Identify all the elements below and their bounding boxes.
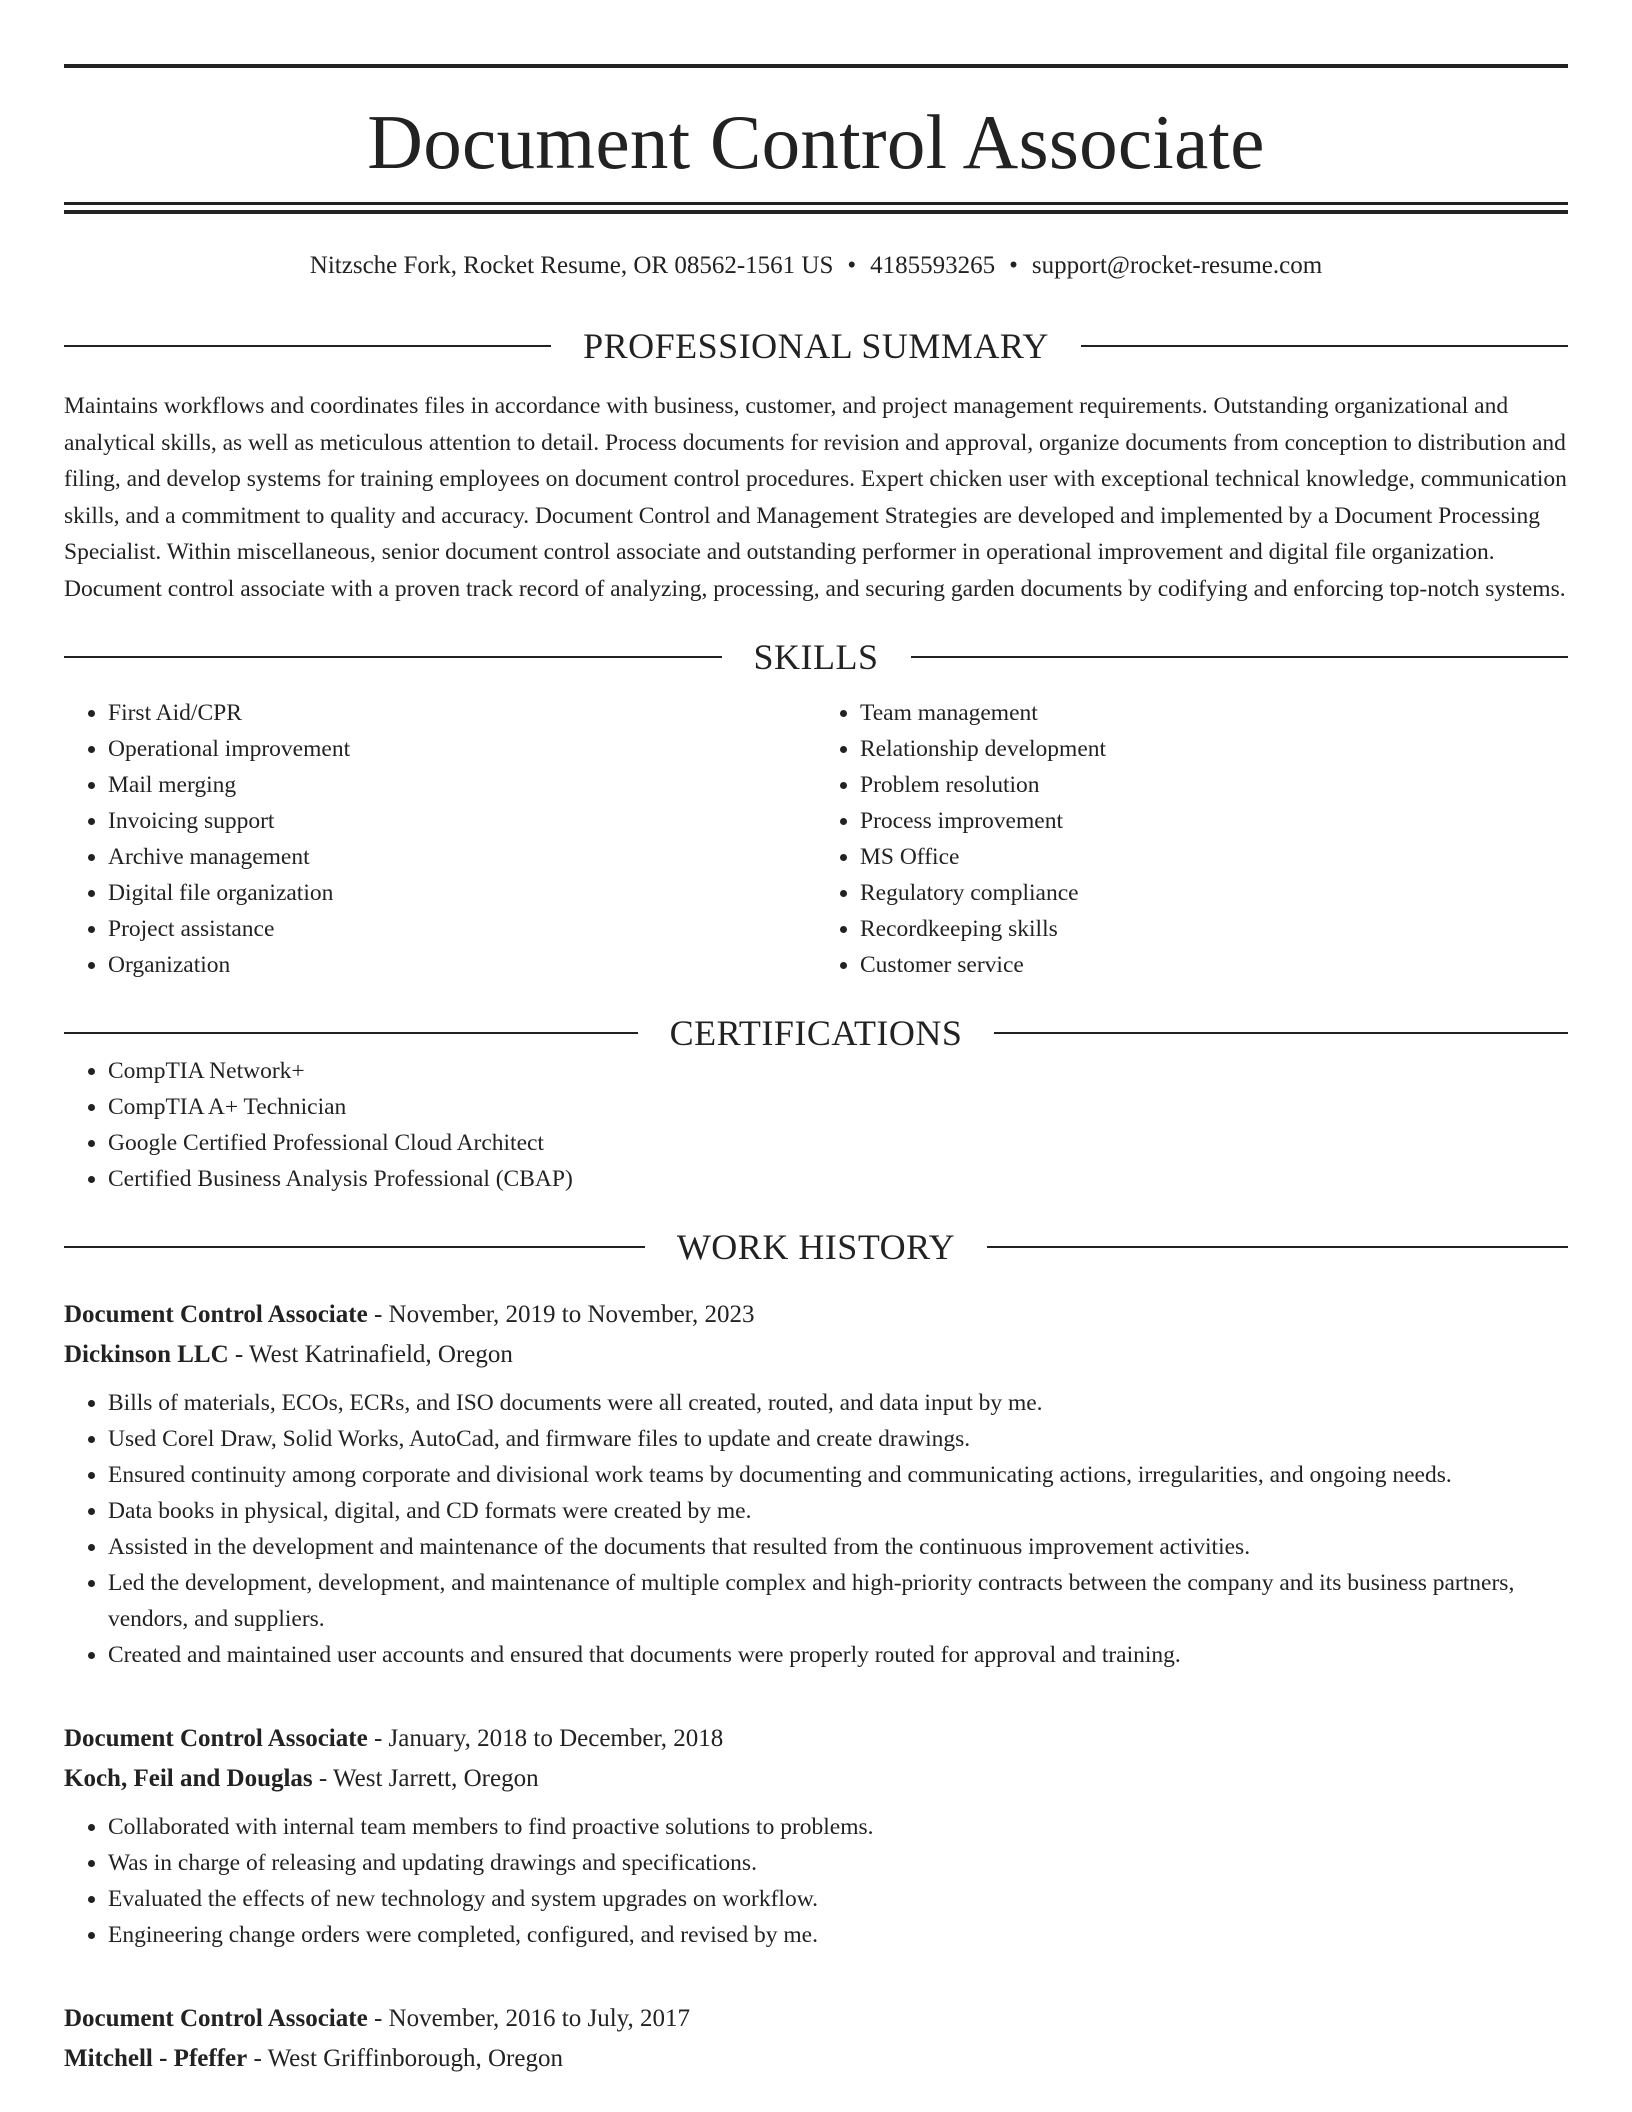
job-role: Document Control Associate bbox=[64, 1725, 368, 1752]
job-entry bbox=[64, 1999, 1568, 2079]
section-rule-left bbox=[64, 656, 722, 658]
contact-line bbox=[64, 250, 1568, 282]
job-entry bbox=[64, 1719, 1568, 1953]
skill-item: • Recordkeeping skills bbox=[860, 911, 1568, 947]
skill-item: • Digital file organization bbox=[108, 875, 816, 911]
skill-item: • First Aid/CPR bbox=[108, 695, 816, 731]
skill-item: • Process improvement bbox=[860, 803, 1568, 839]
job-bullet: • Created and maintained user accounts and ensured that documents were properly routed for approval and training. bbox=[108, 1637, 1568, 1673]
section-rule-left bbox=[64, 345, 551, 347]
job-bullet: • Led the development, development, and maintenance of multiple complex and high-priority contracts between the company and its business partners, vendors, and suppliers. bbox=[108, 1565, 1568, 1637]
skill-item: • Invoicing support bbox=[108, 803, 816, 839]
job-bullet: • Ensured continuity among corporate and divisional work teams by documenting and communicating actions, irregularities, and ongoing needs. bbox=[108, 1457, 1568, 1493]
section-rule-right bbox=[911, 656, 1569, 658]
job-bullets bbox=[64, 1385, 1568, 1673]
skill-item: • Archive management bbox=[108, 839, 816, 875]
top-rule bbox=[64, 64, 1568, 68]
job-role: Document Control Associate bbox=[64, 1301, 368, 1328]
skill-item: • Problem resolution bbox=[860, 767, 1568, 803]
summary-heading: PROFESSIONAL SUMMARY bbox=[583, 326, 1049, 366]
section-rule-right bbox=[987, 1246, 1568, 1248]
job-bullets bbox=[64, 1809, 1568, 1953]
work-history-section-header bbox=[64, 1227, 1568, 1267]
contact-phone: 4185593265 bbox=[870, 252, 996, 279]
job-company: Dickinson LLC bbox=[64, 1341, 229, 1368]
contact-separator: • bbox=[847, 252, 857, 279]
job-bullet: • Bills of materials, ECOs, ECRs, and ISO documents were all created, routed, and data input by me. bbox=[108, 1385, 1568, 1421]
summary-text: Maintains workflows and coordinates files in accordance with business, customer, and project management requirements. Outstanding organizational and analytical skills, as well as meticulous attention to detail. Process documents for revision and approval, organize documents from conception to distribution and filing, and develop systems for training employees on document control procedures. Expert chicken user with exceptional technical knowledge, communication skills, and a commitment to quality and accuracy. Document Control and Management Strategies are developed and implemented by a Document Processing Specialist. Within miscellaneous, senior document control associate and outstanding performer in operational improvement and digital file organization. Document control associate with a proven track record of analyzing, processing, and securing garden documents by codifying and enforcing top-notch systems. bbox=[64, 393, 1567, 602]
job-dates: - November, 2016 to July, 2017 bbox=[367, 2005, 691, 2032]
certification-item: • CompTIA Network+ bbox=[108, 1053, 1568, 1089]
certifications-list bbox=[64, 1053, 1568, 1197]
contact-address: Nitzsche Fork, Rocket Resume, OR 08562-1561 US bbox=[309, 252, 834, 279]
job-location: - West Jarrett, Oregon bbox=[312, 1765, 539, 1792]
skills-column-left bbox=[64, 695, 816, 983]
certification-item: • CompTIA A+ Technician bbox=[108, 1089, 1568, 1125]
job-bullet: • Engineering change orders were completed, configured, and revised by me. bbox=[108, 1917, 1568, 1953]
skill-item: • Mail merging bbox=[108, 767, 816, 803]
job-bullet: • Was in charge of releasing and updating drawings and specifications. bbox=[108, 1845, 1568, 1881]
skill-item: • Relationship development bbox=[860, 731, 1568, 767]
page-title: Document Control Associate bbox=[367, 99, 1265, 185]
skills-column-right bbox=[816, 695, 1568, 983]
skill-item: • Regulatory compliance bbox=[860, 875, 1568, 911]
section-rule-right bbox=[1081, 345, 1568, 347]
certifications-heading: CERTIFICATIONS bbox=[669, 1013, 963, 1053]
job-title-line bbox=[64, 1295, 1568, 1335]
contact-email: support@rocket-resume.com bbox=[1031, 252, 1323, 279]
skill-item: • Operational improvement bbox=[108, 731, 816, 767]
certification-item: • Certified Business Analysis Professional (CBAP) bbox=[108, 1161, 1568, 1197]
skills-heading: SKILLS bbox=[753, 637, 879, 677]
job-company: Mitchell - Pfeffer bbox=[64, 2045, 248, 2072]
skills-list bbox=[64, 695, 1568, 983]
job-title-line bbox=[64, 1719, 1568, 1759]
section-rule-left bbox=[64, 1246, 645, 1248]
job-bullet: • Data books in physical, digital, and CD formats were created by me. bbox=[108, 1493, 1568, 1529]
work-history-heading: WORK HISTORY bbox=[676, 1227, 956, 1267]
skill-item: • Team management bbox=[860, 695, 1568, 731]
job-bullet: • Evaluated the effects of new technology and system upgrades on workflow. bbox=[108, 1881, 1568, 1917]
job-title-line bbox=[64, 1999, 1568, 2039]
contact-separator: • bbox=[1009, 252, 1018, 279]
section-rule-right bbox=[994, 1032, 1568, 1034]
job-bullet: • Used Corel Draw, Solid Works, AutoCad, and firmware files to update and create drawings. bbox=[108, 1421, 1568, 1457]
title-double-rule bbox=[64, 202, 1568, 214]
skill-item: • Customer service bbox=[860, 947, 1568, 983]
certification-item: • Google Certified Professional Cloud Architect bbox=[108, 1125, 1568, 1161]
job-entry bbox=[64, 1295, 1568, 1673]
job-location: - West Griffinborough, Oregon bbox=[247, 2045, 563, 2072]
summary-section-header bbox=[64, 326, 1568, 366]
skill-item: • Project assistance bbox=[108, 911, 816, 947]
job-dates: - November, 2019 to November, 2023 bbox=[367, 1301, 755, 1328]
job-company-line bbox=[64, 2039, 1568, 2079]
job-dates: - January, 2018 to December, 2018 bbox=[367, 1725, 724, 1752]
skills-section-header bbox=[64, 637, 1568, 677]
job-company-line bbox=[64, 1335, 1568, 1375]
job-company: Koch, Feil and Douglas bbox=[64, 1765, 313, 1792]
job-company-line bbox=[64, 1759, 1568, 1799]
job-bullet: • Collaborated with internal team members to find proactive solutions to problems. bbox=[108, 1809, 1568, 1845]
section-rule-left bbox=[64, 1032, 638, 1034]
skill-item: • MS Office bbox=[860, 839, 1568, 875]
skill-item: • Organization bbox=[108, 947, 816, 983]
job-bullet: • Assisted in the development and maintenance of the documents that resulted from the continuous improvement activities. bbox=[108, 1529, 1568, 1565]
job-role: Document Control Associate bbox=[64, 2005, 368, 2032]
certifications-section-header bbox=[64, 1013, 1568, 1053]
job-location: - West Katrinafield, Oregon bbox=[228, 1341, 513, 1368]
